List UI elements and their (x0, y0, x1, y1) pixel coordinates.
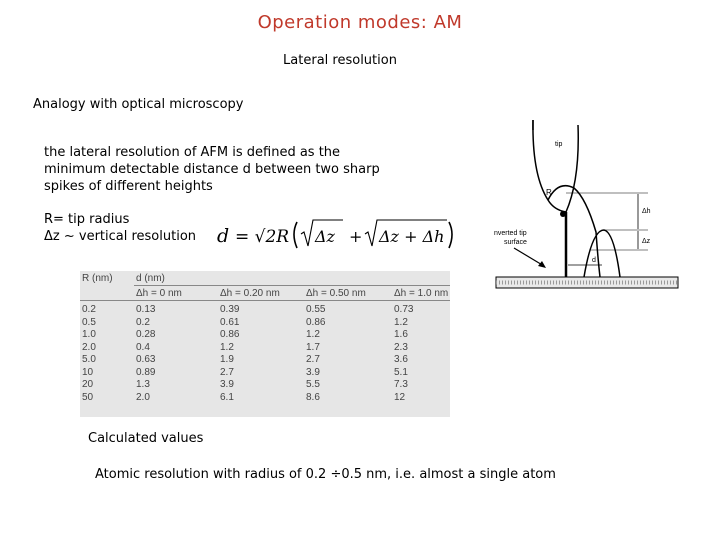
cell: 5.1 (394, 366, 408, 378)
cell: 1.0 (82, 329, 96, 340)
sub-header: Δh = 1.0 nm (394, 287, 449, 299)
cell: 12 (394, 391, 406, 403)
table-row (80, 342, 450, 355)
cell: 20 (82, 379, 94, 390)
table-row (80, 301, 450, 317)
table-row (80, 392, 450, 405)
formula-term2: Δz + Δh (379, 227, 445, 246)
table-row (80, 329, 450, 342)
values-table (80, 271, 450, 404)
cell: 3.6 (394, 354, 408, 365)
cell: 2.3 (394, 341, 408, 353)
slide-title: Operation modes: AM (257, 12, 463, 33)
table-row (80, 354, 450, 367)
contact-point (560, 211, 566, 217)
definition-text: the lateral resolution of AFM is defined as the minimum detectable distance d between two sharp spikes of different heights (44, 145, 380, 194)
cell: 0.2 (82, 304, 96, 315)
formula-plus: + (349, 227, 363, 246)
cell: 0.39 (220, 304, 240, 315)
cell: 3.9 (220, 379, 234, 390)
cell: 0.28 (136, 329, 156, 340)
inverted-tip-label: nverted tip (494, 230, 527, 237)
cell: 5.0 (82, 354, 96, 365)
r-definition: R= tip radius (44, 212, 130, 227)
cell: 5.5 (306, 379, 320, 390)
slide-subtitle: Lateral resolution (283, 53, 397, 68)
cell: 0.13 (136, 304, 156, 315)
variable-definitions (44, 211, 196, 245)
cell: 1.2 (220, 341, 234, 353)
cell: 1.6 (394, 329, 408, 340)
resolution-table (80, 271, 450, 417)
cell: 0.73 (394, 304, 414, 315)
col-d-header: d (nm) (134, 271, 450, 286)
cell: 2.0 (136, 391, 150, 403)
surface-arrow (514, 248, 544, 266)
cell: 0.89 (136, 366, 156, 378)
r-label: R (546, 188, 552, 197)
cell: 0.63 (136, 354, 156, 365)
cell: 0.86 (220, 329, 240, 340)
table-row (80, 379, 450, 392)
cell: 0.5 (82, 316, 96, 328)
cell: 8.6 (306, 391, 320, 403)
cell: 0.61 (220, 316, 240, 328)
cell: 6.1 (220, 391, 234, 403)
cell: 1.7 (306, 341, 320, 353)
cell: 7.3 (394, 379, 408, 390)
tip-surface-diagram (480, 120, 680, 295)
tip-profile (533, 120, 578, 212)
dh-label: Δh (642, 208, 651, 215)
analogy-text: Analogy with optical microscopy (33, 97, 244, 112)
surface-label: surface (504, 239, 527, 246)
cell: 1.2 (394, 316, 408, 328)
short-spike (584, 230, 620, 277)
col-r-header: R (nm) (82, 272, 113, 284)
cell: 1.3 (136, 379, 150, 390)
table-row (80, 317, 450, 330)
cell: 0.2 (136, 316, 150, 328)
close-paren (449, 222, 452, 248)
formula-lhs: d (217, 225, 230, 247)
sub-header: Δh = 0.20 nm (218, 286, 304, 301)
surface-arrow-head (538, 261, 546, 268)
sub-header: Δh = 0 nm (134, 286, 218, 301)
cell: 10 (82, 366, 94, 378)
cell: 1.2 (306, 329, 320, 340)
cell: 2.7 (220, 366, 234, 378)
dz-definition: Δz ~ vertical resolution (44, 229, 197, 244)
cell: 50 (82, 391, 94, 403)
sub-header: Δh = 0.50 nm (304, 286, 392, 301)
cell: 0.55 (306, 304, 326, 315)
tip-label: tip (555, 141, 563, 148)
cell: 0.86 (306, 316, 326, 328)
formula-term1: Δz (315, 227, 335, 246)
table-row (80, 367, 450, 380)
cell: 3.9 (306, 366, 320, 378)
table-caption: Calculated values (88, 431, 204, 446)
cell: 2.7 (306, 354, 320, 365)
d-label: d (592, 257, 596, 264)
resolution-formula (213, 216, 458, 252)
cell: 2.0 (82, 341, 96, 353)
footer-note: Atomic resolution with radius of 0.2 ÷0.5 nm, i.e. almost a single atom (95, 467, 556, 482)
open-paren (294, 222, 297, 248)
dz-label: Δz (642, 238, 651, 245)
cell: 0.4 (136, 341, 150, 353)
cell: 1.9 (220, 354, 234, 365)
formula-sqrt2r: = √2R (235, 227, 290, 247)
